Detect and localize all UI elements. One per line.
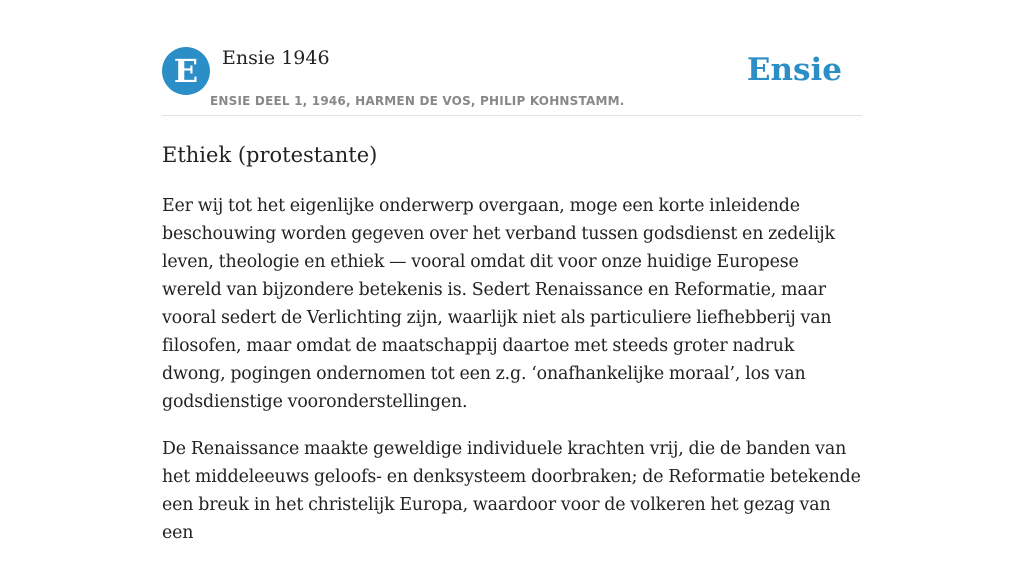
page [162,0,862,543]
header [162,0,862,116]
brand-logo[interactable]: Ensie [746,52,842,88]
article-paragraph: De Renaissance maakte geweldige individuele krachten vrij, die de banden van het middeleeuws geloofs- en denksysteem doorbraken; de Reformatie betekende een breuk in het christelijk Europa, waardoor voor de volkeren het gezag van een [162,439,861,543]
article-paragraph: Eer wij tot het eigenlijke onderwerp overgaan, moge een korte inleidende beschouwing worden gegeven over het verband tussen godsdienst en zedelijk leven, theologie en ethiek — vooral omdat dit voor onze huidige Europese wereld van bijzondere betekenis is. Sedert Renaissance en Reformatie, maar vooral sedert de Verlichting zijn, waarlijk niet als particuliere liefhebberij van filosofen, maar omdat de maatschappij daartoe met steeds groter nadruk dwong, pogingen ondernomen tot een z.g. ‘onafhankelijke moraal’, los van godsdienstige vooronderstellingen. [162,196,835,412]
ensie-logo-icon[interactable]: E [162,47,210,95]
article-body [162,192,862,566]
article-title: Ethiek (protestante) [162,143,378,167]
site-title[interactable]: Ensie 1946 [222,47,330,69]
source-subtitle: ENSIE DEEL 1, 1946, HARMEN DE VOS, PHILIP KOHNSTAMM. [210,94,625,108]
